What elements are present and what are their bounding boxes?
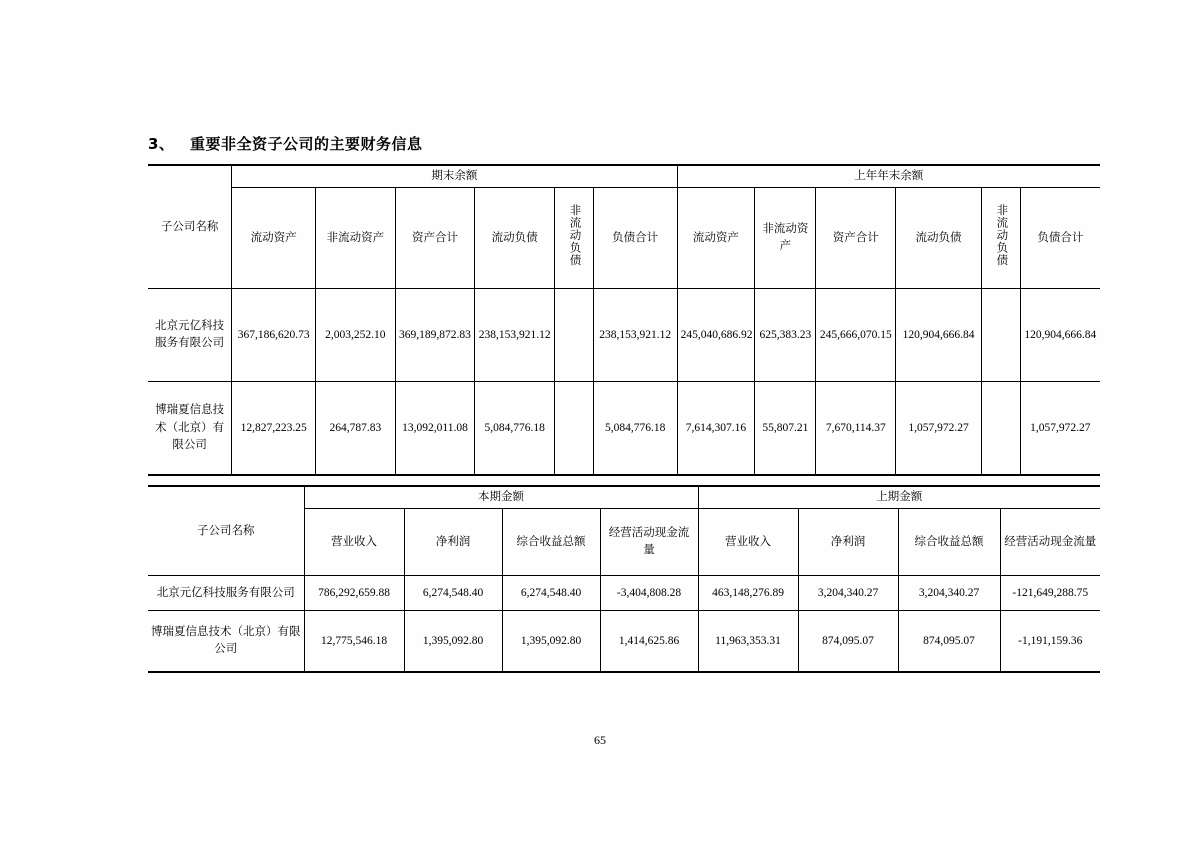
section-number: 3、 — [148, 135, 175, 153]
col-header-9: 流动负债 — [896, 188, 982, 289]
subsidiary-balance-table — [148, 164, 1100, 476]
cell-0-0: 367,186,620.73 — [232, 289, 316, 382]
cell-0-4: 463,148,276.89 — [698, 576, 798, 611]
cell-1-9: 1,057,972.27 — [896, 382, 982, 476]
cell-0-0: 786,292,659.88 — [304, 576, 404, 611]
table-row — [148, 611, 1100, 673]
cell-1-3: 5,084,776.18 — [475, 382, 555, 476]
cell-1-6: 874,095.07 — [898, 611, 1000, 673]
cell-1-0: 12,827,223.25 — [232, 382, 316, 476]
cell-0-5: 238,153,921.12 — [593, 289, 677, 382]
table-group-header-row — [148, 486, 1100, 509]
col-header-1: 非流动资产 — [316, 188, 396, 289]
col-header-6: 流动资产 — [677, 188, 755, 289]
row-name-0: 北京元亿科技服务有限公司 — [148, 289, 232, 382]
subsidiary-income-table — [148, 485, 1100, 673]
row-label-header: 子公司名称 — [197, 524, 255, 537]
col-header-7: 非流动资产 — [755, 188, 816, 289]
cell-1-8: 7,670,114.37 — [816, 382, 896, 476]
cell-0-10 — [981, 289, 1020, 382]
table-row — [148, 382, 1100, 476]
col-header-5: 净利润 — [798, 509, 898, 576]
table-column-header-row — [148, 188, 1100, 289]
cell-0-11: 120,904,666.84 — [1020, 289, 1100, 382]
col-header-1: 净利润 — [404, 509, 502, 576]
cell-0-5: 3,204,340.27 — [798, 576, 898, 611]
table-group-header-row — [148, 165, 1100, 188]
cell-1-0: 12,775,546.18 — [304, 611, 404, 673]
cell-1-3: 1,414,625.86 — [600, 611, 698, 673]
cell-0-3: -3,404,808.28 — [600, 576, 698, 611]
group-header-prior: 上年年末余额 — [677, 165, 1100, 188]
cell-0-2: 369,189,872.83 — [395, 289, 475, 382]
cell-1-7: 55,807.21 — [755, 382, 816, 476]
col-header-7: 经营活动现金流量 — [1000, 509, 1100, 576]
cell-0-7: 625,383.23 — [755, 289, 816, 382]
cell-1-7: -1,191,159.36 — [1000, 611, 1100, 673]
row-label-header-cell — [148, 486, 304, 576]
table-row — [148, 289, 1100, 382]
row-label-header-cell — [148, 165, 232, 289]
col-header-11: 负债合计 — [1020, 188, 1100, 289]
cell-1-1: 1,395,092.80 — [404, 611, 502, 673]
cell-0-4 — [554, 289, 593, 382]
col-header-8: 资产合计 — [816, 188, 896, 289]
page-number: 65 — [594, 733, 606, 747]
col-header-4-label: 非流动负债 — [568, 203, 581, 267]
cell-1-5: 874,095.07 — [798, 611, 898, 673]
col-header-6: 综合收益总额 — [898, 509, 1000, 576]
cell-0-3: 238,153,921.12 — [475, 289, 555, 382]
col-header-5: 负债合计 — [593, 188, 677, 289]
group-header-current: 本期金额 — [304, 486, 698, 509]
group-header-prior: 上期金额 — [698, 486, 1100, 509]
row-name-1: 博瑞夏信息技术（北京）有限公司 — [148, 382, 232, 476]
col-header-4: 营业收入 — [698, 509, 798, 576]
cell-1-2: 1,395,092.80 — [502, 611, 600, 673]
cell-1-5: 5,084,776.18 — [593, 382, 677, 476]
cell-0-2: 6,274,548.40 — [502, 576, 600, 611]
col-header-3: 流动负债 — [475, 188, 555, 289]
col-header-2: 资产合计 — [395, 188, 475, 289]
row-name-0: 北京元亿科技服务有限公司 — [148, 576, 304, 611]
col-header-10-label: 非流动负债 — [995, 203, 1008, 267]
col-header-0: 营业收入 — [304, 509, 404, 576]
col-header-4 — [554, 188, 593, 289]
cell-1-10 — [981, 382, 1020, 476]
cell-0-6: 245,040,686.92 — [677, 289, 755, 382]
cell-1-4 — [554, 382, 593, 476]
row-label-header: 子公司名称 — [160, 220, 219, 233]
cell-0-1: 2,003,252.10 — [316, 289, 396, 382]
section-title: 重要非全资子公司的主要财务信息 — [190, 135, 423, 153]
group-header-current: 期末余额 — [232, 165, 677, 188]
cell-0-8: 245,666,070.15 — [816, 289, 896, 382]
cell-0-6: 3,204,340.27 — [898, 576, 1000, 611]
col-header-3: 经营活动现金流量 — [600, 509, 698, 576]
cell-0-9: 120,904,666.84 — [896, 289, 982, 382]
cell-0-1: 6,274,548.40 — [404, 576, 502, 611]
cell-1-6: 7,614,307.16 — [677, 382, 755, 476]
col-header-2: 综合收益总额 — [502, 509, 600, 576]
table-row — [148, 576, 1100, 611]
col-header-0: 流动资产 — [232, 188, 316, 289]
cell-1-1: 264,787.83 — [316, 382, 396, 476]
row-name-1: 博瑞夏信息技术（北京）有限公司 — [148, 611, 304, 673]
section-heading — [148, 133, 1108, 154]
cell-1-11: 1,057,972.27 — [1020, 382, 1100, 476]
col-header-10 — [981, 188, 1020, 289]
cell-0-7: -121,649,288.75 — [1000, 576, 1100, 611]
cell-1-4: 11,963,353.31 — [698, 611, 798, 673]
cell-1-2: 13,092,011.08 — [395, 382, 475, 476]
